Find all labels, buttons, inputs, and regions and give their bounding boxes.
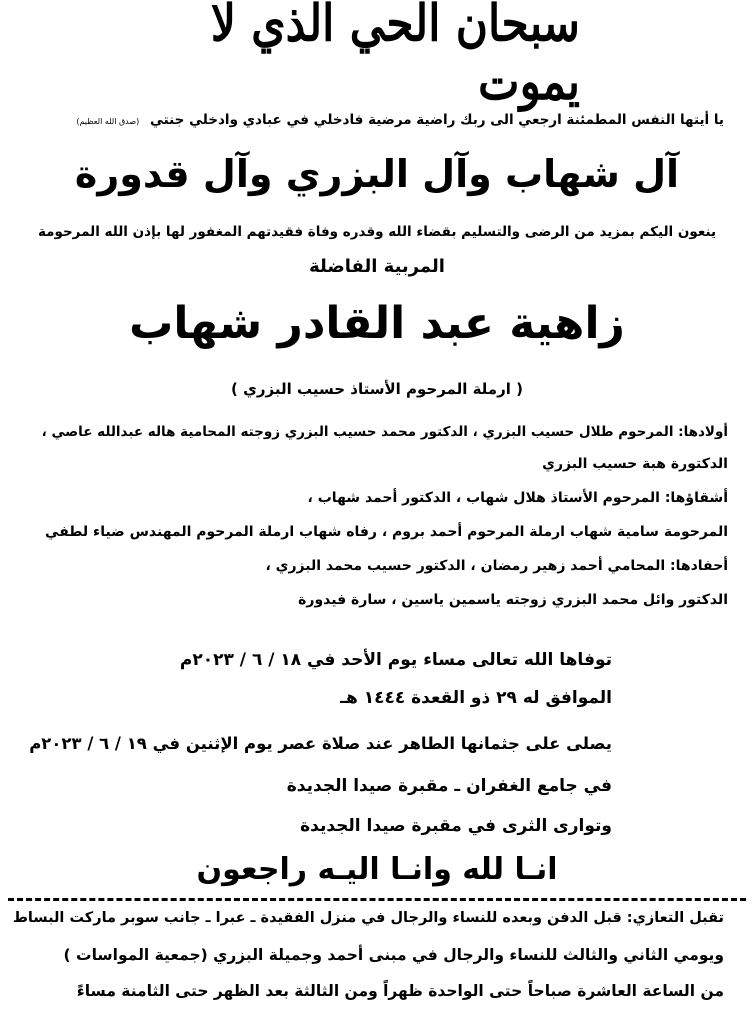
family-line: أولادها: المرحوم طلال حسيب البزري ، الدكتور محمد حسيب البزري زوجته المحامية هاله عبدالله عاصي ، [41, 424, 728, 440]
burial-location: وتوارى الثرى في مقبرة صيدا الجديدة [300, 816, 612, 836]
divider [8, 898, 746, 901]
condolences-line: تقبل التعازي: قبل الدفن وبعده للنساء والرجال في منزل الفقيدة ـ عبرا ـ جانب سوبر ماركت البساط [12, 910, 724, 926]
funeral-prayer: يصلى على جثمانها الطاهر عند صلاة عصر يوم الإثنين في ١٩ / ٦ / ٢٠٢٣م [29, 734, 612, 753]
condolences-line: ويومي الثاني والثالث للنساء والرجال في مبنى أحمد وجميلة البزري (جمعية المواسات ) [63, 946, 724, 964]
family-line: أشقاؤها: المرحوم الأستاذ هلال شهاب ، الدكتور أحمد شهاب ، [307, 490, 728, 506]
prayer-location: في جامع الغفران ـ مقبرة صيدا الجديدة [286, 776, 612, 796]
condolences-line: من الساعة العاشرة صباحاً حتى الواحدة ظهراً ومن الثالثة بعد الظهر حتى الثامنة مساءً [76, 982, 724, 1000]
family-line: المرحومة سامية شهاب ارملة المرحوم أحمد بروم ، رفاه شهاب ارملة المرحوم المهندس ضياء لطفي [45, 524, 728, 540]
family-line: الدكتور وائل محمد البزري زوجته ياسمين ياسين ، سارة فيدورة [298, 592, 728, 608]
death-date: توفاها الله تعالى مساء يوم الأحد في ١٨ / ٦ / ٢٠٢٣م [179, 650, 612, 670]
hijri-date: الموافق له ٢٩ ذو القعدة ١٤٤٤ هـ [340, 688, 612, 708]
families-heading: آل شهاب وآل البزري وآل قدورة [74, 152, 680, 196]
family-line: الدكتورة هبة حسيب البزري [542, 456, 728, 472]
deceased-title: المربية الفاضلة [309, 256, 445, 277]
verse-text: يا أيتها النفس المطمئنة ارجعي الى ربك راضية مرضية فادخلي في عبادي وادخلي جنتي [150, 112, 724, 128]
closing-phrase: انـا لله وانـا اليـه راجعون [196, 852, 558, 887]
deceased-name: زاهية عبد القادر شهاب [129, 298, 625, 349]
announcement-text: ينعون اليكم بمزيد من الرضى والتسليم بقضاء الله وقدره وفاة فقيدتهم المغفور لها بإذن الله المرحومة [37, 224, 717, 240]
verse-citation: (صدق الله العظيم) [76, 117, 140, 126]
deceased-relation: ( ارملة المرحوم الأستاذ حسيب البزري ) [231, 380, 523, 398]
quran-verse [40, 112, 724, 128]
family-line: أحفادها: المحامي أحمد زهير رمضان ، الدكتور حسيب محمد البزري ، [265, 558, 728, 574]
calligraphy-header: سبحان الحي الذي لا يموت [210, 0, 580, 112]
